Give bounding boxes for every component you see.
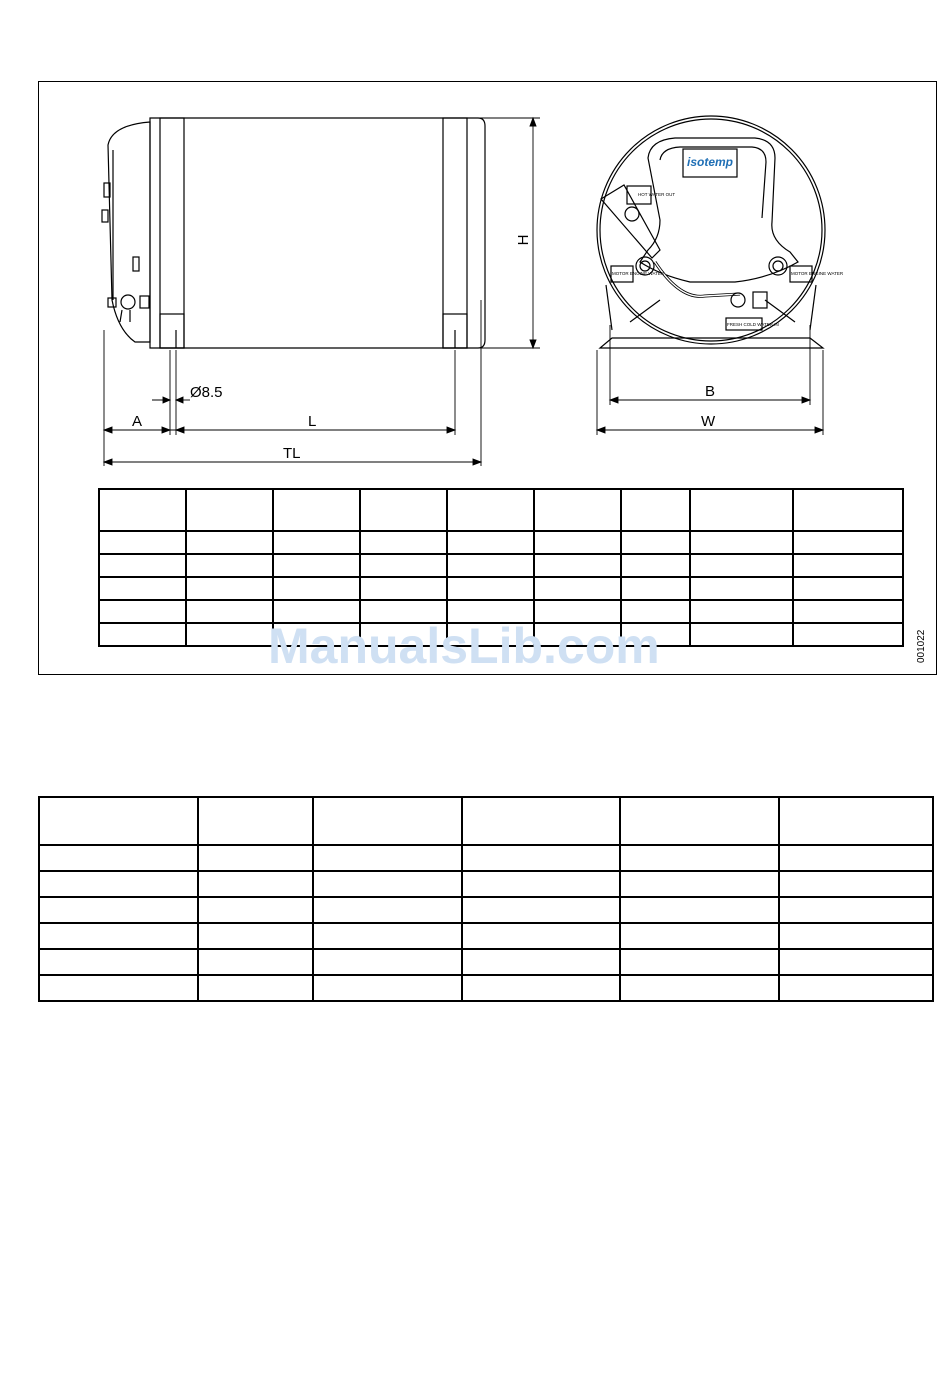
motor-engine-water-left-label: MOTOR ENGINE WATER bbox=[612, 271, 665, 276]
table-cell bbox=[313, 797, 462, 845]
table-cell bbox=[99, 489, 186, 531]
table-row bbox=[99, 531, 903, 554]
table-cell bbox=[462, 797, 620, 845]
hot-water-out-label: HOT WATER OUT bbox=[638, 192, 676, 197]
table-cell bbox=[779, 797, 933, 845]
table-cell bbox=[198, 797, 313, 845]
table-header-row bbox=[39, 797, 933, 845]
dim-a-label: A bbox=[132, 413, 143, 430]
table-row bbox=[39, 897, 933, 923]
table-cell bbox=[186, 489, 273, 531]
table-cell bbox=[360, 489, 447, 531]
table-row bbox=[99, 554, 903, 577]
table-cell bbox=[39, 797, 198, 845]
table-row bbox=[99, 577, 903, 600]
table-cell bbox=[690, 489, 793, 531]
table-row bbox=[39, 871, 933, 897]
table-header-row bbox=[99, 489, 903, 531]
motor-engine-water-right-label: MOTOR ENGINE WATER bbox=[791, 271, 844, 276]
dim-l-label: L bbox=[308, 413, 317, 430]
dim-w-label: W bbox=[701, 413, 716, 430]
brand-logo: isotemp bbox=[686, 155, 734, 169]
document-number: 001022 bbox=[916, 629, 927, 663]
table-cell bbox=[534, 489, 621, 531]
table-cell bbox=[620, 797, 779, 845]
table-row bbox=[39, 949, 933, 975]
dim-tl-label: TL bbox=[283, 445, 301, 462]
hole-diameter-label: Ø8.5 bbox=[190, 384, 223, 401]
front-view bbox=[597, 116, 825, 348]
table-row bbox=[39, 845, 933, 871]
table-row bbox=[39, 975, 933, 1001]
table-cell bbox=[793, 489, 903, 531]
table-cell bbox=[621, 489, 690, 531]
table-cell bbox=[273, 489, 360, 531]
specifications-table bbox=[38, 796, 934, 1002]
dim-b-label: B bbox=[705, 383, 716, 400]
dim-h-label: H bbox=[515, 234, 532, 246]
table-cell bbox=[447, 489, 534, 531]
fresh-cold-water-in-label: FRESH COLD WATER IN bbox=[727, 322, 779, 327]
side-dimensions bbox=[104, 118, 540, 466]
watermark: ManualsLib.com bbox=[268, 618, 660, 674]
table-row bbox=[39, 923, 933, 949]
side-view bbox=[102, 118, 485, 348]
